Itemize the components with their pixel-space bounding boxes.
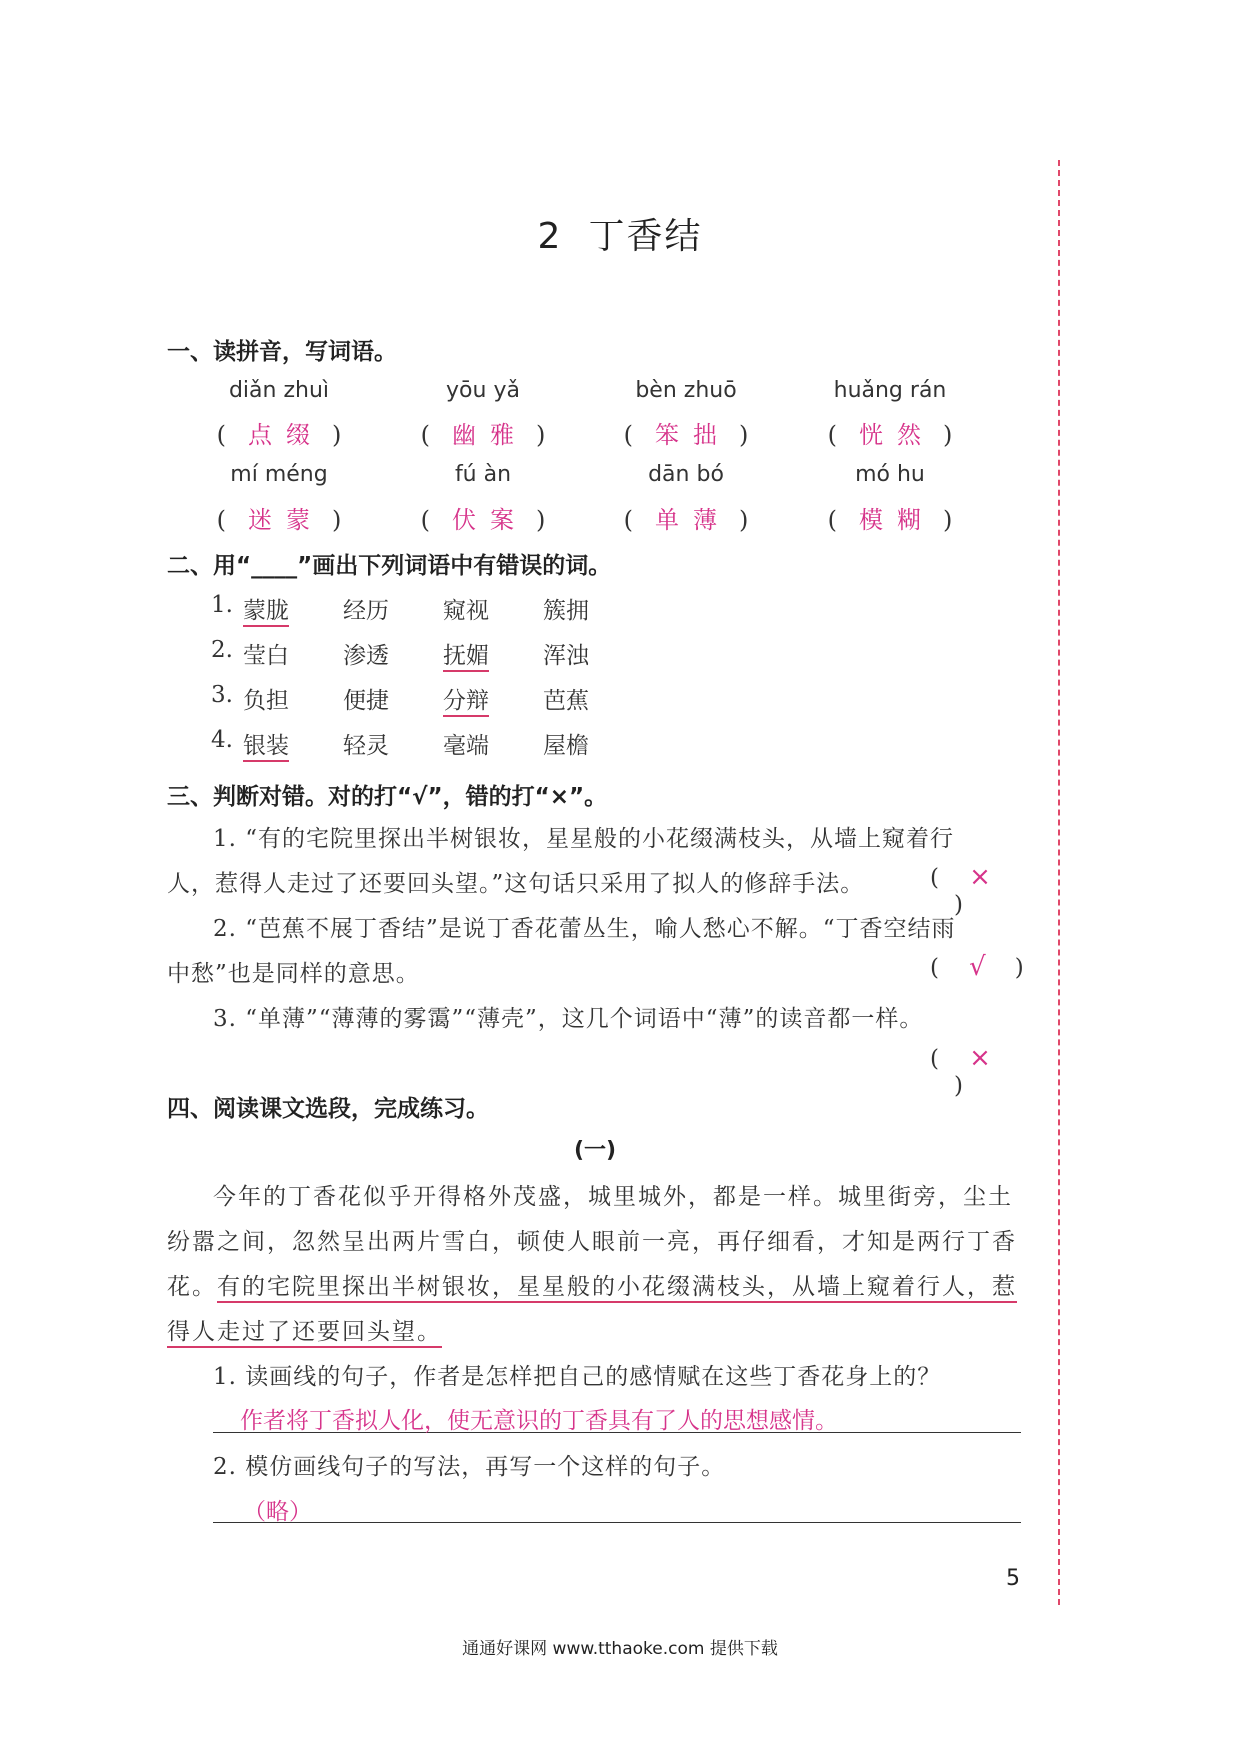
- lesson-title: 丁香结: [588, 216, 703, 257]
- word-4-3: [443, 727, 489, 760]
- q2-line1: 2. “芭蕉不展丁香结”是说丁香花蕾丛生，喻人愁心不解。“丁香空结雨: [213, 916, 956, 942]
- pinyin-7: dān bó: [648, 462, 724, 487]
- passage-line-2: 纷嚣之间，忽然呈出两片雪白，顿使人眼前一亮，再仔细看，才知是两行丁香: [167, 1229, 1017, 1255]
- word-text: 浑浊: [543, 643, 589, 669]
- paren-close: ): [536, 506, 546, 534]
- word-3-4: [543, 682, 589, 715]
- underlined-sentence-part2: 得人走过了还要回头望。: [167, 1319, 442, 1348]
- word-text: 经历: [343, 598, 389, 624]
- word-4-2: [343, 727, 389, 760]
- page-title: [0, 208, 1240, 259]
- paren-open: (: [420, 421, 430, 449]
- answer-word-3: 笨拙: [655, 421, 731, 449]
- answer-box-1: [194, 415, 364, 450]
- word-1-2: [343, 592, 389, 625]
- q3-answer-box: ( × ): [930, 1043, 991, 1099]
- passage-line-4: [167, 1313, 442, 1346]
- word-text: 毫端: [443, 733, 489, 759]
- word-4-1: [243, 727, 289, 760]
- paren-close: ): [536, 421, 546, 449]
- word-2-2: [343, 637, 389, 670]
- pinyin-3: bèn zhuō: [635, 378, 737, 403]
- page-number: 5: [1006, 1566, 1020, 1591]
- answer-word-2: 幽雅: [452, 421, 528, 449]
- paren-open: (: [216, 506, 226, 534]
- q1-mark: ×: [969, 862, 991, 892]
- section3-heading: 三、判断对错。对的打“√”，错的打“×”。: [167, 784, 608, 810]
- word-text: 簇拥: [543, 598, 589, 624]
- word-text: 分辩: [443, 688, 489, 717]
- passage-line-3-prefix: 花。: [167, 1274, 217, 1300]
- row-number-1: 1.: [211, 592, 233, 618]
- answer-box-3: [601, 415, 771, 450]
- row-number-3: 3.: [211, 682, 233, 708]
- answer-word-8: 模糊: [859, 506, 935, 534]
- word-4-4: [543, 727, 589, 760]
- answer-box-2: [398, 415, 568, 450]
- paren-open: (: [827, 506, 837, 534]
- paren-close: ): [739, 506, 749, 534]
- pinyin-2: yōu yǎ: [446, 378, 520, 403]
- answer-2: （略）: [243, 1499, 312, 1525]
- word-text: 蒙胧: [243, 598, 289, 627]
- word-1-4: [543, 592, 589, 625]
- word-3-3: [443, 682, 489, 715]
- section1-heading: 一、读拼音，写词语。: [167, 339, 397, 365]
- word-1-1: [243, 592, 289, 625]
- paren-open: (: [623, 506, 633, 534]
- section2-heading: 二、用“____”画出下列词语中有错误的词。: [167, 553, 612, 579]
- lesson-number: 2: [537, 216, 563, 257]
- word-3-1: [243, 682, 289, 715]
- answer-word-4: 恍然: [859, 421, 935, 449]
- answer-box-6: [398, 500, 568, 535]
- q1-answer-box: ( × ): [930, 862, 991, 918]
- answer-word-6: 伏案: [452, 506, 528, 534]
- word-3-2: [343, 682, 389, 715]
- paren-close: ): [332, 421, 342, 449]
- word-text: 抚媚: [443, 643, 489, 672]
- paren-close: ): [739, 421, 749, 449]
- word-1-3: [443, 592, 489, 625]
- pinyin-6: fú àn: [454, 462, 512, 487]
- paren-open: (: [827, 421, 837, 449]
- footer-text: 通通好课网 www.tthaoke.com 提供下载: [462, 1639, 778, 1659]
- q1-line2: 人，惹得人走过了还要回头望。”这句话只采用了拟人的修辞手法。: [167, 871, 865, 897]
- pinyin-5: mí méng: [230, 462, 328, 487]
- paren-open: (: [216, 421, 226, 449]
- q2-mark: √: [969, 952, 986, 982]
- q2-answer-box: ( √ ): [930, 952, 1025, 982]
- paren-close: ): [943, 421, 953, 449]
- section4-heading: 四、阅读课文选段，完成练习。: [167, 1096, 489, 1122]
- q3-mark: ×: [969, 1043, 991, 1073]
- answer-word-1: 点缀: [248, 421, 324, 449]
- underlined-sentence-part1: 有的宅院里探出半树银妆，星星般的小花缀满枝头，从墙上窥着行人，惹: [217, 1274, 1017, 1303]
- passage-line-3: [167, 1268, 1017, 1301]
- answer-box-8: [805, 500, 975, 535]
- pinyin-8: mó hu: [855, 462, 925, 487]
- row-number-4: 4.: [211, 727, 233, 753]
- answer-box-5: [194, 500, 364, 535]
- word-text: 窥视: [443, 598, 489, 624]
- answer-word-7: 单薄: [655, 506, 731, 534]
- paren-open: (: [420, 506, 430, 534]
- word-text: 莹白: [243, 643, 289, 669]
- answer-1: 作者将丁香拟人化，使无意识的丁香具有了人的思想感情。: [240, 1408, 838, 1434]
- q2-line2: 中愁”也是同样的意思。: [167, 961, 420, 987]
- passage-subheading: (一): [573, 1138, 617, 1163]
- word-text: 芭蕉: [543, 688, 589, 714]
- word-2-3: [443, 637, 489, 670]
- pinyin-4: huǎng rán: [833, 378, 947, 403]
- word-text: 轻灵: [343, 733, 389, 759]
- row-number-2: 2.: [211, 637, 233, 663]
- q1-line1: 1. “有的宅院里探出半树银妆，星星般的小花缀满枝头，从墙上窥着行: [213, 826, 955, 852]
- word-2-4: [543, 637, 589, 670]
- answer-line-2: [213, 1488, 1021, 1523]
- cut-line: [1058, 160, 1060, 1605]
- read-q2: 2. 模仿画线句子的写法，再写一个这样的句子。: [213, 1454, 726, 1480]
- paren-open: (: [623, 421, 633, 449]
- paren-close: ): [943, 506, 953, 534]
- answer-box-7: [601, 500, 771, 535]
- word-2-1: [243, 637, 289, 670]
- answer-box-4: [805, 415, 975, 450]
- q3-line1: 3. “单薄”“薄薄的雾霭”“薄壳”，这几个词语中“薄”的读音都一样。: [213, 1006, 924, 1032]
- word-text: 负担: [243, 688, 289, 714]
- read-q1: 1. 读画线的句子，作者是怎样把自己的感情赋在这些丁香花身上的？: [213, 1364, 942, 1390]
- passage-line-1: 今年的丁香花似乎开得格外茂盛，城里城外，都是一样。城里街旁，尘土: [213, 1184, 1013, 1210]
- word-text: 银装: [243, 733, 289, 762]
- answer-word-5: 迷蒙: [248, 506, 324, 534]
- word-text: 便捷: [343, 688, 389, 714]
- paren-close: ): [332, 506, 342, 534]
- word-text: 屋檐: [543, 733, 589, 759]
- pinyin-1: diǎn zhuì: [228, 378, 330, 403]
- word-text: 渗透: [343, 643, 389, 669]
